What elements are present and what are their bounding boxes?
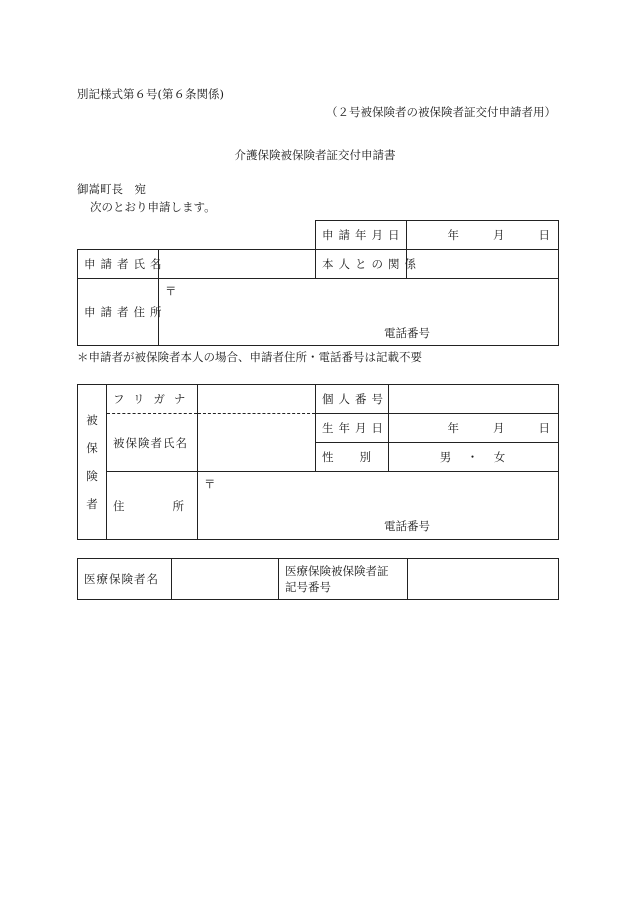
form-number: 別記様式第６号(第６条関係) [77,87,224,101]
furigana-label: フリガナ [107,385,198,414]
insured-name-field[interactable] [198,414,316,472]
insured-section-label [78,385,107,540]
applicant-name-label: 申請者氏名 [78,250,159,279]
application-date-field[interactable] [407,221,559,250]
sex-label: 性別 [316,443,389,472]
medical-card-label-line2: 記号番号 [285,580,331,594]
page-title: 介護保険被保険者証交付申請書 [234,148,396,162]
medical-insurer-field[interactable] [172,559,279,600]
insured-name-label: 被保険者氏名 [107,414,198,472]
phone-label: 電話番号 [384,326,430,340]
postal-mark: 〒 [204,477,216,491]
applicant-address-field[interactable] [159,279,559,346]
sex-options[interactable]: 男 ・ 女 [389,443,559,472]
month-label: 月 [493,421,505,435]
month-label: 月 [493,228,505,242]
phone-label: 電話番号 [384,519,430,533]
day-label: 日 [538,228,550,242]
application-date-label: 申請年月日 [316,221,407,250]
medical-card-number-field[interactable] [408,559,559,600]
insured-char-1: 被 [86,413,98,427]
relation-label: 本人との関係 [316,250,407,279]
relation-field[interactable] [407,250,559,279]
medical-insurer-label: 医療保険者名 [78,559,172,600]
form-usage: （２号被保険者の被保険者証交付申請者用） [326,105,556,119]
medical-card-label [279,559,408,600]
insured-char-4: 者 [86,497,98,511]
insured-address-label: 住所 [107,472,198,540]
applicant-address-label: 申請者住所 [78,279,159,346]
applicant-name-field[interactable] [159,250,316,279]
birth-date-field[interactable] [389,414,559,443]
insured-table [77,384,559,540]
personal-number-label: 個人番号 [316,385,389,414]
insured-char-2: 保 [86,441,98,455]
intro-text: 次のとおり申請します。 [90,200,216,214]
furigana-field[interactable] [198,385,316,414]
insured-char-3: 険 [86,469,98,483]
applicant-table [77,220,559,346]
year-label: 年 [447,421,459,435]
postal-mark: 〒 [165,284,177,298]
day-label: 日 [538,421,550,435]
personal-number-field[interactable] [389,385,559,414]
year-label: 年 [447,228,459,242]
applicant-note: ＊申請者が被保険者本人の場合、申請者住所・電話番号は記載不要 [77,350,422,364]
addressee: 御嵩町長 宛 [77,182,146,196]
birth-date-label: 生年月日 [316,414,389,443]
insured-address-field[interactable] [198,472,559,540]
medical-card-label-line1: 医療保険被保険者証 [285,564,389,578]
medical-table [77,558,559,600]
